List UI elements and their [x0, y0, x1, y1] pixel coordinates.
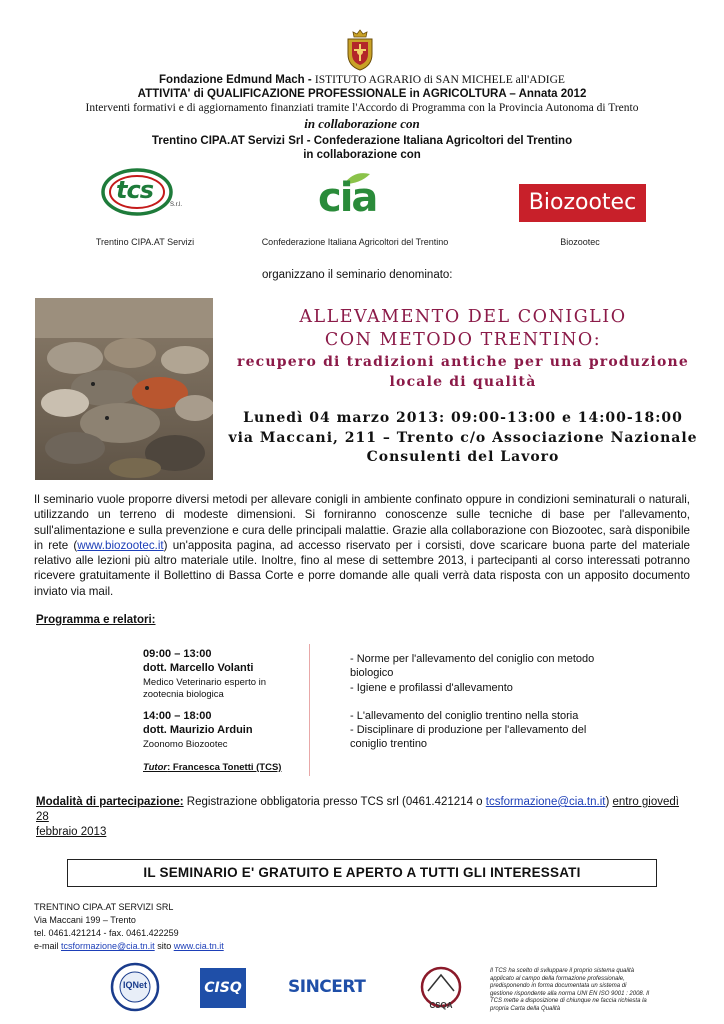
topic3: - L'allevamento del coniglio trentino nella storia — [350, 710, 579, 722]
footer-company: TRENTINO CIPA.AT SERVIZI SRL — [34, 902, 174, 912]
footer-web — [34, 940, 224, 953]
header-line2: ATTIVITA' di QUALIFICAZIONE PROFESSIONALE in AGRICOLTURA – Annata 2012 — [137, 88, 587, 100]
csqa-logo — [416, 965, 466, 1013]
header-line3: Interventi formativi e di aggiornamento finanziati tramite l'Accordo di Programma con la Provincia Autonoma di Trento — [85, 102, 639, 114]
program-divider — [309, 644, 310, 776]
participation-email-link[interactable]: tcsformazione@cia.tn.it — [485, 796, 606, 808]
tcs-logo-srl: S.r.l. — [170, 202, 183, 208]
rabbits-photo — [35, 298, 213, 480]
tutor-name: : Francesca Tonetti (TCS) — [167, 762, 282, 773]
slot1-role-line1: Medico Veterinario esperto in — [143, 677, 267, 688]
header-line6: in collaborazione con — [303, 149, 421, 161]
slot1-speaker: dott. Marcello Volanti — [143, 662, 254, 674]
tcs-caption: Trentino CIPA.AT Servizi — [95, 237, 195, 247]
participation-text — [36, 795, 692, 840]
biozootec-caption: Biozootec — [560, 237, 600, 247]
description-part1: Il seminario vuole proporre diversi metodi per allevare conigli in ambiente confinato oppure in condizioni seminaturali o naturali, utilizzando un terreno di modeste dimensioni. Si forniranno conoscenze sulle tecniche di base per l'allevamento, sull'alimentazione e sulla prevenzione e cura delle principali malattie. Grazie alla collaborazione con Biozootec, sarà disponibile in rete ( — [34, 493, 690, 552]
footer-address: Via Maccani 199 – Trento — [34, 915, 136, 925]
topic1-line2: biologico — [350, 667, 394, 679]
iqnet-logo-text: IQNet — [122, 980, 147, 990]
footer-site-label: sito — [154, 941, 174, 951]
footer-site-link[interactable]: www.cia.tn.it — [173, 941, 224, 951]
biozootec-logo-text: Biozootec — [528, 190, 637, 215]
event-place-line2: Consulenti del Lavoro — [366, 449, 560, 465]
header-line1 — [30, 73, 694, 87]
event-place-line1: via Maccani, 211 – Trento c/o Associazione Nazionale — [228, 430, 698, 446]
subtitle-line2: locale di qualità — [389, 374, 537, 390]
tcs-logo-text: tcs — [116, 176, 153, 204]
title-line1: ALLEVAMENTO DEL CONIGLIO — [299, 307, 627, 327]
cia-logo-text: cia — [318, 175, 377, 221]
biozootec-logo — [519, 184, 646, 222]
slot2-role: Zoonomo Biozootec — [143, 739, 228, 750]
header-institute: ISTITUTO AGRARIO di SAN MICHELE all'ADIGE — [314, 74, 565, 86]
slot1-time: 09:00 – 13:00 — [143, 648, 212, 660]
cisq-logo-text: CISQ — [204, 980, 242, 996]
quality-note: Il TCS ha scelto di sviluppare il proprio sistema qualità applicato al campo della formazione professionale, predisponendo in forma documentata un sistema di gestione rispondente alla norma UNI EN ISO 9001 : 2008. Il TCS mette a disposizione di chiunque ne faccia richiesta la propria Carta della Qualità — [490, 968, 650, 1012]
event-date: Lunedì 04 marzo 2013: 09:00-13:00 e 14:00-18:00 — [243, 410, 683, 426]
slot2-time: 14:00 – 18:00 — [143, 710, 212, 722]
crest-logo — [343, 28, 377, 72]
participation-label: Modalità di partecipazione: — [36, 796, 184, 808]
cia-caption: Confederazione Italiana Agricoltori del Trentino — [261, 237, 449, 247]
topic1-line1: - Norme per l'allevamento del coniglio con metodo — [350, 653, 595, 665]
topic4-line1: - Disciplinare di produzione per l'allevamento del — [350, 724, 587, 736]
footer-phone: tel. 0461.421214 - fax. 0461.422259 — [34, 928, 179, 938]
biozootec-link[interactable]: www.biozootec.it — [77, 538, 164, 552]
slot2-speaker: dott. Maurizio Arduin — [143, 724, 253, 736]
participation-deadline1: entro giovedì 28 — [36, 796, 679, 823]
footer-email-link[interactable]: tcsformazione@cia.tn.it — [61, 941, 155, 951]
tcs-logo — [100, 166, 183, 218]
sincert-logo-text: SINCERT — [288, 977, 366, 997]
participation-text2: ) — [605, 796, 613, 808]
title-line2: CON METODO TRENTINO: — [324, 330, 602, 350]
csqa-logo-text: CSQA — [429, 1001, 453, 1010]
description-part2: ) un'apposita pagina, ad accesso riservato per i corsisti, dove scaricare buona parte del materiale relativo alle lezioni più altro materiale utile. Inoltre, fino al mese di settembre 2013, i partecipanti al corso interessati potranno ricevere gratuitamente il Bollettino di Bassa Corte e porre domande alle quali verrà data risposta con un apposito documento inviato via mail. — [34, 538, 690, 598]
cisq-logo — [200, 968, 246, 1008]
participation-text1: Registrazione obbligatoria presso TCS srl (0461.421214 o — [183, 796, 486, 808]
header-line4: in collaborazione con — [304, 116, 420, 131]
slot1-role-line2: zootecnia biologica — [143, 689, 224, 700]
topic2: - Igiene e profilassi d'allevamento — [350, 682, 513, 694]
subtitle-line1: recupero di tradizioni antiche per una produzione — [237, 354, 689, 370]
sincert-logo — [288, 974, 374, 1000]
header-org: Fondazione Edmund Mach - — [159, 74, 315, 86]
tutor-line — [143, 762, 281, 774]
intro-text: organizzano il seminario denominato: — [262, 269, 453, 281]
header-line5: Trentino CIPA.AT Servizi Srl - Confederazione Italiana Agricoltori del Trentino — [151, 135, 573, 147]
tutor-label: Tutor — [143, 762, 168, 773]
cia-logo — [316, 172, 412, 222]
program-heading: Programma e relatori: — [36, 614, 156, 626]
topic4-line2: coniglio trentino — [350, 738, 428, 750]
footer-email-label: e-mail — [34, 941, 62, 951]
free-seminar-banner: IL SEMINARIO E' GRATUITO E APERTO A TUTTI GLI INTERESSATI — [67, 859, 657, 887]
iqnet-logo — [110, 962, 160, 1012]
participation-deadline2: febbraio 2013 — [36, 826, 107, 838]
description-paragraph — [34, 492, 690, 599]
footer-contact — [34, 901, 224, 953]
